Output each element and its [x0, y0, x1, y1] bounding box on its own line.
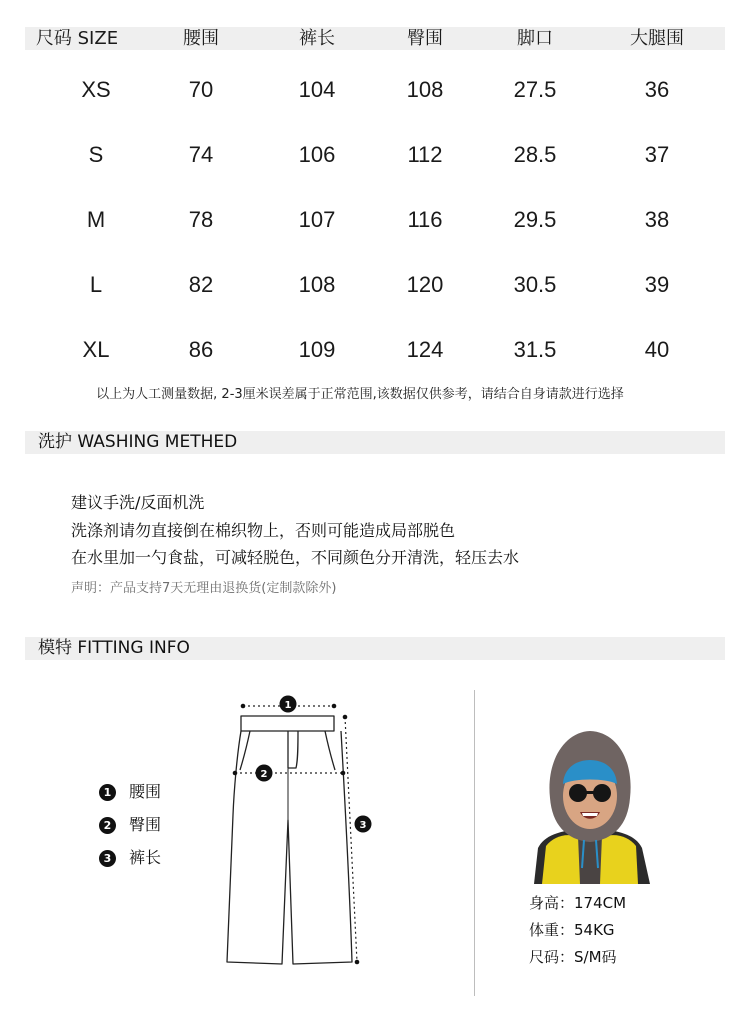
model-weight: 体重：54KG	[529, 921, 615, 939]
header-thigh: 大腿围	[630, 28, 684, 49]
legend-number-badge: 2	[99, 817, 116, 834]
table-cell-thigh: 39	[644, 272, 670, 297]
pants-left-pocket	[240, 731, 250, 770]
table-cell-hip: 120	[406, 272, 444, 297]
legend-label: 裤长	[129, 848, 162, 867]
measure-endpoint	[332, 704, 337, 709]
avatar-glasses-bridge	[586, 791, 594, 794]
fitting-title: 模特 FITTING INFO	[38, 638, 190, 658]
avatar-yellow-vest	[598, 835, 638, 884]
washing-line: 建议手洗/反面机洗	[71, 493, 205, 512]
avatar-glasses-lens	[569, 784, 587, 802]
table-cell-hip: 112	[407, 142, 443, 167]
washing-line: 在水里加一勺食盐，可减轻脱色，不同颜色分开清洗，轻压去水	[71, 548, 520, 567]
table-cell-hip: 108	[406, 77, 444, 102]
table-cell-leg-opening: 28.5	[513, 142, 557, 167]
marker-2-label: 2	[260, 769, 268, 780]
legend-number-badge: 1	[99, 784, 116, 801]
table-cell-leg-opening: 31.5	[513, 337, 557, 362]
table-cell-thigh: 38	[644, 207, 670, 232]
table-cell-size: M	[86, 207, 106, 232]
table-cell-size: S	[88, 142, 104, 167]
measure-endpoint	[241, 704, 246, 709]
table-cell-thigh: 40	[644, 337, 670, 362]
table-cell-size: L	[89, 272, 103, 297]
table-cell-waist: 70	[188, 77, 214, 102]
section-divider	[474, 690, 475, 996]
model-height: 身高：174CM	[529, 894, 627, 912]
header-length: 裤长	[299, 28, 335, 49]
table-cell-waist: 78	[188, 207, 214, 232]
header-waist: 腰围	[183, 28, 219, 49]
fitting-header-band	[25, 637, 725, 660]
table-cell-leg-opening: 27.5	[513, 77, 557, 102]
table-cell-length: 106	[298, 142, 336, 167]
table-cell-waist: 86	[188, 337, 214, 362]
measure-endpoint	[355, 960, 360, 965]
washing-header-band	[25, 431, 725, 454]
marker-1-label: 1	[284, 700, 292, 711]
avatar-teeth	[582, 813, 598, 816]
measurement-note: 以上为人工测量数据, 2-3厘米误差属于正常范围,该数据仅供参考，请结合自身请款进行选择	[96, 387, 624, 402]
table-cell-length: 108	[298, 272, 336, 297]
model-avatar	[528, 728, 652, 884]
model-size: 尺码：S/M码	[529, 948, 617, 966]
legend-item-hip	[99, 814, 161, 836]
pants-right-pocket	[325, 731, 335, 770]
table-cell-hip: 116	[407, 207, 443, 232]
legend-label: 腰围	[129, 782, 162, 801]
washing-line: 洗涤剂请勿直接倒在棉织物上，否则可能造成局部脱色	[71, 521, 456, 540]
table-cell-leg-opening: 30.5	[513, 272, 557, 297]
return-policy-disclaimer: 声明：产品支持7天无理由退换货(定制款除外)	[71, 581, 337, 596]
measure-endpoint	[341, 771, 346, 776]
measure-endpoint	[343, 715, 348, 720]
measure-endpoint	[233, 771, 238, 776]
table-cell-size: XL	[82, 337, 110, 362]
legend-item-waist	[99, 781, 161, 803]
table-cell-size: XS	[81, 77, 111, 102]
pants-measurement-diagram	[225, 692, 380, 972]
header-hip: 臀围	[407, 28, 443, 49]
header-leg-opening: 脚口	[517, 28, 553, 49]
table-cell-waist: 74	[188, 142, 214, 167]
marker-3-label: 3	[359, 820, 367, 831]
washing-title: 洗护 WASHING METHED	[38, 432, 238, 452]
legend-item-length	[99, 847, 161, 869]
table-cell-thigh: 36	[644, 77, 670, 102]
legend-number-badge: 3	[99, 850, 116, 867]
pants-waistband	[241, 716, 334, 731]
table-cell-thigh: 37	[644, 142, 670, 167]
table-cell-leg-opening: 29.5	[513, 207, 557, 232]
table-cell-waist: 82	[188, 272, 214, 297]
avatar-glasses-lens	[593, 784, 611, 802]
table-cell-hip: 124	[406, 337, 444, 362]
table-cell-length: 104	[298, 77, 336, 102]
header-size: 尺码 SIZE	[35, 28, 119, 49]
legend-label: 臀围	[129, 815, 162, 834]
pants-fly	[288, 731, 298, 768]
table-cell-length: 109	[298, 337, 336, 362]
table-cell-length: 107	[298, 207, 336, 232]
